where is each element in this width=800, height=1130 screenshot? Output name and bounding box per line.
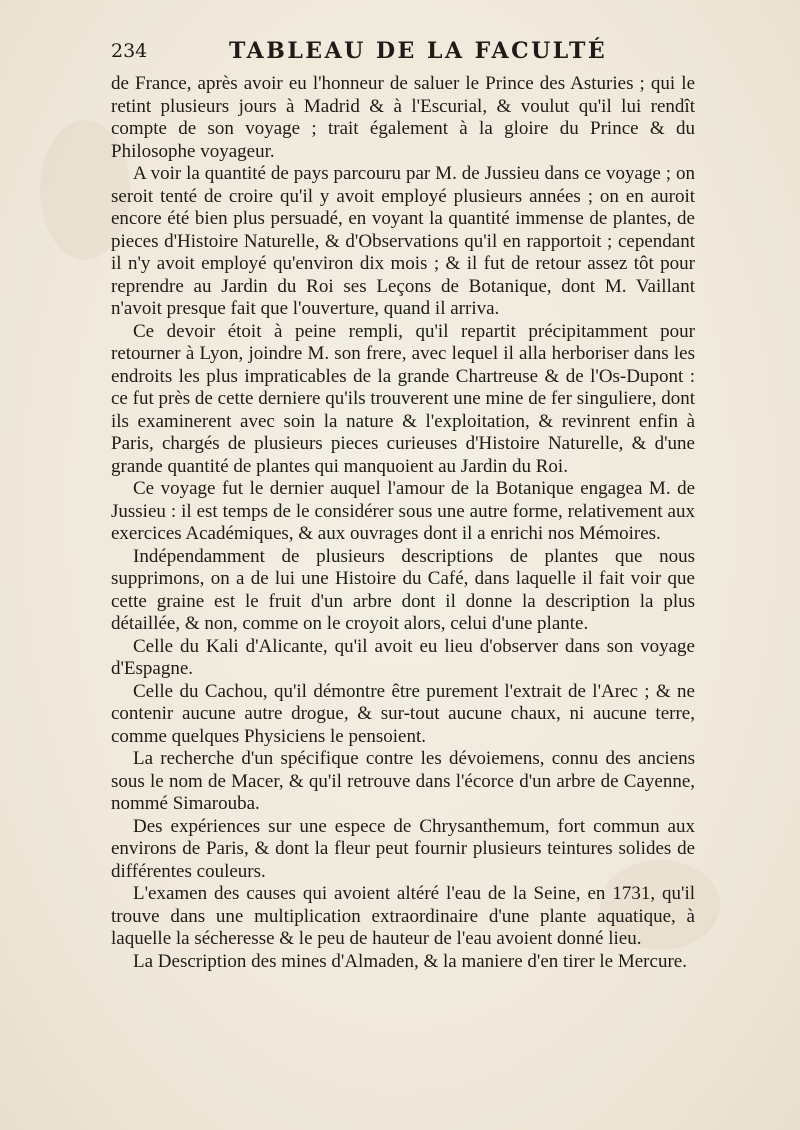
paragraph: Celle du Kali d'Alicante, qu'il avoit eu lieu d'observer dans son voyage d'Espagne.	[111, 635, 695, 679]
paragraph: Celle du Cachou, qu'il démontre être purement l'extrait de l'Arec ; & ne contenir aucune autre drogue, & sur-tout aucune chaux, ni aucune terre, comme quelques Physiciens le pensoient.	[111, 680, 695, 747]
paragraph: Ce voyage fut le dernier auquel l'amour de la Botanique engagea M. de Jussieu : il est temps de le considérer sous une autre forme, relativement aux exercices Académiques, & aux ouvrages dont il a enrichi nos Mémoires.	[111, 478, 695, 544]
body-text	[111, 73, 695, 973]
paragraph: La Description des mines d'Almaden, & la maniere d'en tirer le Mercure.	[133, 950, 687, 972]
paragraph: Des expériences sur une espece de Chrysanthemum, fort commun aux environs de Paris, & dont la fleur peut fournir plusieurs teintures solides de différentes couleurs.	[111, 815, 695, 882]
paragraph: A voir la quantité de pays parcouru par M. de Jussieu dans ce voyage ; on seroit tenté de croire qu'il y avoit employé plusieurs années ; on en auroit encore été bien plus persuadé, en voyant la quantité immense de plantes, de pieces d'Histoire Naturelle, & d'Observations qu'il en rapportoit ; cependant il n'y avoit employé qu'environ dix mois ; & il fut de retour assez tôt pour reprendre au Jardin du Roi ses Leçons de Botanique, dont M. Vaillant n'avoit presque fait que l'ouverture, quand il arriva.	[111, 163, 695, 319]
paragraph: de France, après avoir eu l'honneur de saluer le Prince des Asturies ; qui le retint plusieurs jours à Madrid & à l'Escurial, & voulut qu'il lui rendît compte de son voyage ; trait également à la gloire du Prince & du Philosophe voyageur.	[111, 73, 695, 162]
paragraph: Indépendamment de plusieurs descriptions de plantes que nous supprimons, on a de lui une Histoire du Café, dans laquelle il fait voir que cette graine est le fruit d'un arbre dont il donne la description la plus détaillée, & non, comme on le croyoit alors, celui d'une plante.	[111, 545, 695, 634]
page-header	[111, 38, 695, 70]
running-title: TABLEAU DE LA FACULTÉ	[229, 38, 608, 64]
paragraph: L'examen des causes qui avoient altéré l'eau de la Seine, en 1731, qu'il trouve dans une multiplication extraordinaire d'une plante aquatique, à laquelle la sécheresse & le peu de hauteur de l'eau avoient donné lieu.	[111, 883, 695, 949]
paragraph: Ce devoir étoit à peine rempli, qu'il repartit précipitamment pour retourner à Lyon, joindre M. son frere, avec lequel il alla herboriser dans les endroits les plus impraticables de la grande Chartreuse & de l'Os-Dupont : ce fut près de cette derniere qu'ils trouverent une mine de fer singuliere, dont ils examinerent avec soin la nature & l'exploitation, & revinrent enfin à Paris, chargés de plusieurs pieces curieuses d'Histoire Naturelle, & d'une grande quantité de plantes qui manquoient au Jardin du Roi.	[111, 320, 695, 477]
paragraph: La recherche d'un spécifique contre les dévoiemens, connu des anciens sous le nom de Macer, & qu'il retrouve dans l'écorce d'un arbre de Cayenne, nommé Simarouba.	[111, 748, 695, 814]
page-number: 234	[111, 40, 148, 62]
